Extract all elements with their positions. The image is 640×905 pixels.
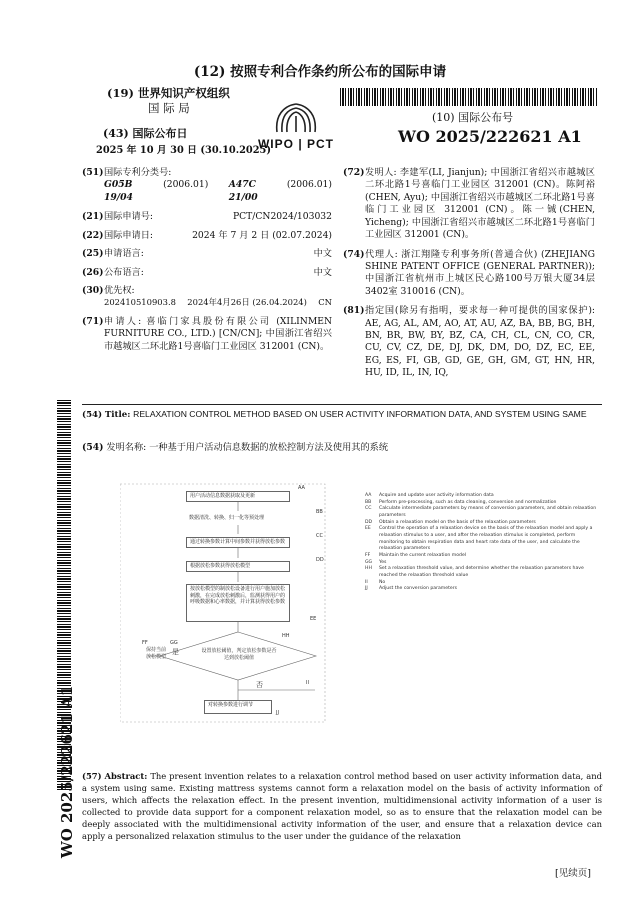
flow-step-bb: 数据清洗、转换、归一化等预处理 — [186, 514, 290, 525]
pub-lang-value: 中文 — [313, 266, 332, 278]
title-zh — [82, 442, 602, 454]
legend-value: Perform pre-processing, such as data cleaning, conversion and normalization — [379, 499, 557, 505]
abstract — [82, 771, 602, 843]
pub-date: 2025 年 10 月 30 日 (30.10.2025) — [96, 145, 272, 156]
legend-key: BB — [365, 499, 372, 505]
priority-number: 202410510903.8 — [104, 297, 176, 308]
title-en-num: (54) — [82, 410, 103, 420]
class-code: A47C 21/00 — [228, 179, 258, 203]
legend-key: AA — [365, 493, 372, 498]
states-text: 指定国(除另有指明，要求每一种可提供的国家保护): AE, AG, AL, AM, AO, AT, AU, AZ, BA, BB, BG, BH, BN, BR, BW, BY, BZ, CA, CH, CL, CN, CO, CR, CU, CV, CZ, DE, DJ, DK, DM, DO, DZ, EC, EE, EG, ES, FI, GB, GD, GE, GH, GM, GT, HN, HR, HU, ID, IL, IN, IQ, — [365, 305, 595, 379]
legend-key: DD — [365, 519, 373, 525]
title-en-text: RELAXATION CONTROL METHOD BASED ON USER ACTIVITY INFORMATION DATA, AND SYSTEM USING SAME — [133, 409, 587, 419]
flow-label-hh: HH — [282, 633, 290, 639]
legend-key: EE — [365, 526, 371, 532]
flow-label-ee: EE — [310, 616, 317, 622]
flow-no: 否 — [256, 681, 263, 689]
legend-value: No — [379, 579, 386, 585]
flow-label-bb: BB — [316, 509, 323, 515]
classification-label: 国际专利分类号: — [104, 167, 172, 178]
legend-key: JJ — [365, 586, 368, 592]
right-fields — [343, 167, 595, 380]
legend-value: Maintain the current relaxation model — [379, 552, 467, 558]
pub-lang-label: 公布语言: — [104, 266, 144, 278]
wipo-logo-text: WIPO | PCT — [257, 137, 335, 151]
field-num: (21) — [82, 211, 104, 223]
flow-label-cc: CC — [316, 533, 323, 539]
priority-label: 优先权: — [104, 284, 135, 296]
flowchart — [120, 476, 330, 726]
applicant-text: 申请人: 喜临门家具股份有限公司 (XILINMEN FURNITURE CO., LTD.) [CN/CN]; 中国浙江省绍兴市越城区二环北路1号喜临门工业园区 312001 (CN)。 — [104, 315, 332, 352]
legend-value: Obtain a relaxation model on the basis of the relaxation parameters — [379, 519, 536, 525]
legend-value: Control the operation of a relaxation device on the basis of the relaxation model and apply a relaxation stimulus to a user, and after the relaxation stimulus is completed, perform monitoring to obtain respiration data and heart rate data of the user, and calculate the relaxation parameters — [379, 526, 593, 552]
document-type-title: (12) 按照专利合作条约所公布的国际申请 — [193, 64, 447, 80]
continued-note: [见续页] — [555, 868, 591, 879]
field-num: (74) — [343, 248, 365, 260]
flow-step-ee: 按放松模型的制放松设备进行用户施加放松刺激，在完成放松刺激后，监测获得用户的呼吸数据和心率数据，并计算获得放松参数 — [186, 584, 290, 622]
class-ver: (2006.01) — [286, 179, 332, 191]
flow-label-aa: AA — [298, 485, 305, 491]
title-en — [82, 409, 602, 422]
divider — [82, 404, 602, 405]
field-num: (30) — [82, 284, 104, 296]
barcode — [340, 88, 598, 106]
legend-key: GG — [365, 559, 373, 565]
flow-step-aa: 用户活动信息数据获取及更新 — [186, 491, 290, 502]
filing-lang-value: 中文 — [313, 248, 332, 260]
flow-label-jj: JJ — [276, 710, 279, 716]
class-code: G05B 19/04 — [104, 179, 133, 203]
wipo-emblem-icon — [253, 98, 339, 138]
flow-label-ii: II — [306, 680, 309, 686]
legend-key: II — [365, 579, 368, 585]
flow-label-dd: DD — [316, 557, 324, 563]
agent-text: 代理人: 浙江翔隆专利事务所(普通合伙) (ZHEJIANG SHINE PATENT OFFICE (GENERAL PARTNER)); 中国浙江省杭州市上城区民心路100号万银大厦34层3402室 310016 (CN)。 — [365, 248, 595, 297]
flow-label-gg: GG — [170, 640, 178, 646]
priority-country: CN — [318, 297, 332, 308]
field-num: (81) — [343, 305, 365, 317]
class-ver: (2006.01) — [163, 179, 209, 191]
app-no-value: PCT/CN2024/103032 — [232, 211, 332, 223]
left-fields — [82, 167, 332, 353]
pub-date-label: (43) 国际公布日 — [103, 127, 188, 140]
inventors-text: 发明人: 李建军(LI, Jianjun); 中国浙江省绍兴市越城区二环北路1号喜临门工业园区 312001 (CN)。陈阿裕(CHEN, Ayu); 中国浙江省绍兴市越城区二环北路1号喜临门工业园区 312001 (CN)。陈一铖(CHEN, Yicheng); 中国浙江省绍兴市越城区二环北路1号喜临门工业园区 312001 (CN)。 — [365, 167, 595, 241]
org-label: (19) 世界知识产权组织 — [107, 86, 230, 100]
abstract-text: The present invention relates to a relaxation control method based on user activity information data, and a system using same. Existing mattress systems cannot form a relaxation model on the basis of activity information of users, which affects the relaxation effect. In the present invention, multidimensional activity information of a user is collected to provide data support for a component relaxation model, so as to ensure that the relaxation model can be deeply associated with the multidimensional activity information of the user, and ensure that a relaxation device can apply a personalized relaxation stimulus to the user under the guidance of the relaxation — [82, 771, 602, 841]
title-zh-num: (54) — [82, 442, 104, 453]
side-pub-id: WO 2025/222621 A1 — [58, 685, 76, 859]
flow-step-ff: 保持当前放松模型 — [146, 647, 167, 660]
legend-value: Calculate intermediate parameters by means of conversion parameters, and obtain relaxation parameters — [379, 506, 597, 518]
flow-step-dd: 根据放松参数获得放松模型 — [186, 561, 290, 572]
field-num: (51) — [82, 167, 104, 178]
flow-step-hh: 设置放松阈值，判定放松参数是否达到放松阈值 — [201, 648, 277, 661]
field-num: (26) — [82, 266, 104, 278]
title-zh-label: 发明名称: — [106, 442, 147, 453]
legend-value: Yes — [379, 559, 387, 565]
filing-date-value: 2024 年 7 月 2 日 (02.07.2024) — [192, 229, 332, 241]
legend-key: CC — [365, 506, 372, 512]
abstract-num: (57) — [82, 771, 102, 781]
legend-value: Adjust the conversion parameters — [379, 586, 457, 592]
flow-label-ff: FF — [142, 640, 148, 646]
field-num: (71) — [82, 315, 104, 327]
title-zh-text: 一种基于用户活动信息数据的放松控制方法及使用其的系统 — [149, 442, 389, 453]
legend-key: HH — [365, 566, 372, 572]
legend-key: FF — [365, 552, 371, 558]
legend-value: Set a relaxation threshold value, and determine whether the relaxation parameters have reached the relaxation threshold value — [379, 566, 584, 578]
app-no-label: 国际申请号: — [104, 211, 154, 223]
field-num: (25) — [82, 248, 104, 260]
filing-lang-label: 申请语言: — [104, 248, 144, 260]
wipo-logo — [253, 98, 339, 156]
filing-date-label: 国际申请日: — [104, 229, 154, 241]
flow-step-cc: 通过转换参数计算中间参数并获得放松参数 — [186, 537, 290, 548]
pub-no-label: (10) 国际公布号 — [432, 111, 514, 124]
flow-step-jj: 对转换参数进行调节 — [204, 700, 272, 714]
field-num: (72) — [343, 167, 365, 178]
field-num: (22) — [82, 229, 104, 241]
figure-legend — [365, 493, 600, 593]
pub-no: WO 2025/222621 A1 — [398, 127, 582, 146]
org-sub: 国 际 局 — [148, 101, 190, 115]
abstract-label: Abstract: — [104, 771, 148, 781]
flow-yes: 是 — [172, 648, 179, 656]
priority-date: 2024年4月26日 (26.04.2024) — [187, 297, 307, 308]
title-en-label: Title: — [104, 410, 131, 420]
legend-value: Acquire and update user activity information data — [379, 493, 494, 498]
